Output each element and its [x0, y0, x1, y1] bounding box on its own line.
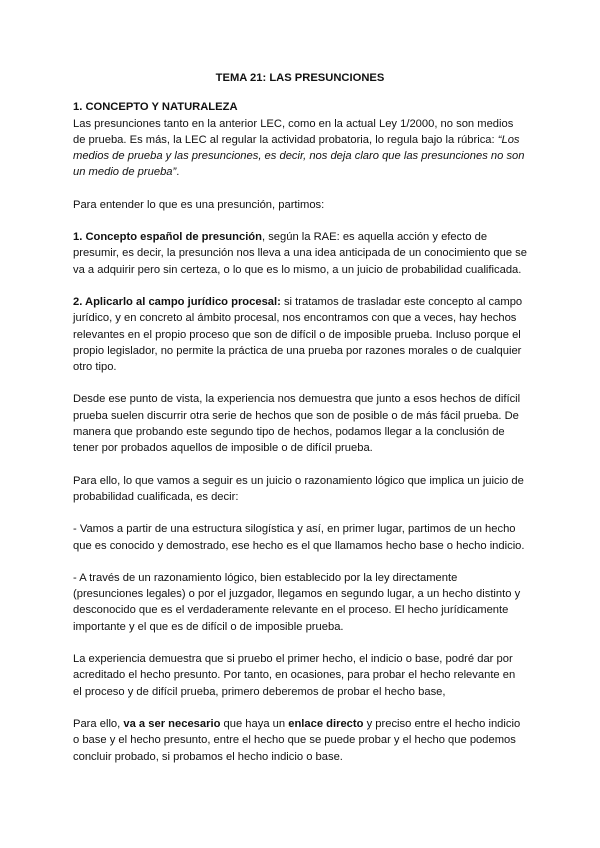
paragraph-text: , según la RAE: es aquella acción y efecto de presumir, es decir, la presunción nos lleva a una idea anticipada de un conocimiento que se va a adquirir pero sin certeza, o lo que es lo mismo, a un juicio de probabilidad cualificada.	[73, 231, 527, 276]
paragraph-text: y preciso entre el hecho indicio o base y el hecho presunto, entre el hecho que se puede probar y el hecho que podemos concluir probado, si probamos el hecho indicio o base.	[73, 717, 521, 763]
paragraph: Desde ese punto de vista, la experiencia nos demuestra que junto a esos hechos de difícil prueba suelen discurrir otra serie de hechos que son de posible o de más fácil prueba. De manera que probando este segundo tipo de hechos, podamos llegar a la conclusión de tener por probados aquellos de imposible o de difícil prueba.	[73, 393, 521, 455]
paragraph-concept	[73, 229, 527, 278]
paragraph-text: .	[176, 166, 180, 179]
paragraph-intro	[73, 116, 527, 181]
italic-quote: “Los medios de prueba y las presunciones, es decir, nos deja claro que las presunciones no son un medio de prueba”	[73, 133, 525, 179]
paragraph-application	[73, 294, 527, 375]
paragraph-text: Las presunciones tanto en la anterior LEC, como en la actual Ley 1/2000, no son medios de prueba. Es más, la LEC al regular la actividad probatoria, lo regula bajo la rúbrica:	[73, 117, 514, 146]
paragraph-text: que haya un	[220, 717, 289, 730]
bold-term: 1. Concepto español de presunción	[73, 231, 262, 244]
paragraph-text: Para ello,	[73, 717, 124, 730]
bold-term: enlace directo	[288, 717, 364, 730]
paragraph-conclusion	[73, 716, 527, 765]
bold-term: va a ser necesario	[123, 717, 221, 730]
paragraph: Para entender lo que es una presunción, partimos:	[73, 198, 325, 211]
paragraph: Para ello, lo que vamos a seguir es un juicio o razonamiento lógico que implica un juicio de probabilidad cualificada, es decir:	[73, 474, 524, 503]
document-page	[73, 70, 527, 781]
list-item: - A través de un razonamiento lógico, bien establecido por la ley directamente (presunciones legales) o por el juzgador, llegamos en segundo lugar, a un hecho distinto y desconocido que es el verdaderamente relevante en el proceso. El hecho jurídicamente importante y el que es de difícil o de imposible prueba.	[73, 571, 521, 633]
section-heading: 1. CONCEPTO Y NATURALEZA	[73, 101, 238, 114]
bold-term: 2. Aplicarlo al campo jurídico procesal:	[73, 295, 281, 308]
paragraph-text: si tratamos de trasladar este concepto al campo jurídico, y en concreto al ámbito procesal, nos encontramos con que a veces, hay hechos relevantes en el propio proceso que son de difícil o de imposible prueba. Incluso porque el propio legislador, no permite la práctica de una prueba por razones morales o de cualquier otro tipo.	[73, 295, 523, 374]
list-item: - Vamos a partir de una estructura silogística y así, en primer lugar, partimos de un hecho que es conocido y demostrado, ese hecho es el que llamamos hecho base o hecho indicio.	[73, 523, 525, 552]
paragraph: La experiencia demuestra que si pruebo el primer hecho, el indicio o base, podré dar por acreditado el hecho presunto. Por tanto, en ocasiones, para probar el hecho relevante en el proceso y de difícil prueba, primero deberemos de probar el hecho base,	[73, 653, 516, 698]
document-title: TEMA 21: LAS PRESUNCIONES	[215, 72, 385, 84]
